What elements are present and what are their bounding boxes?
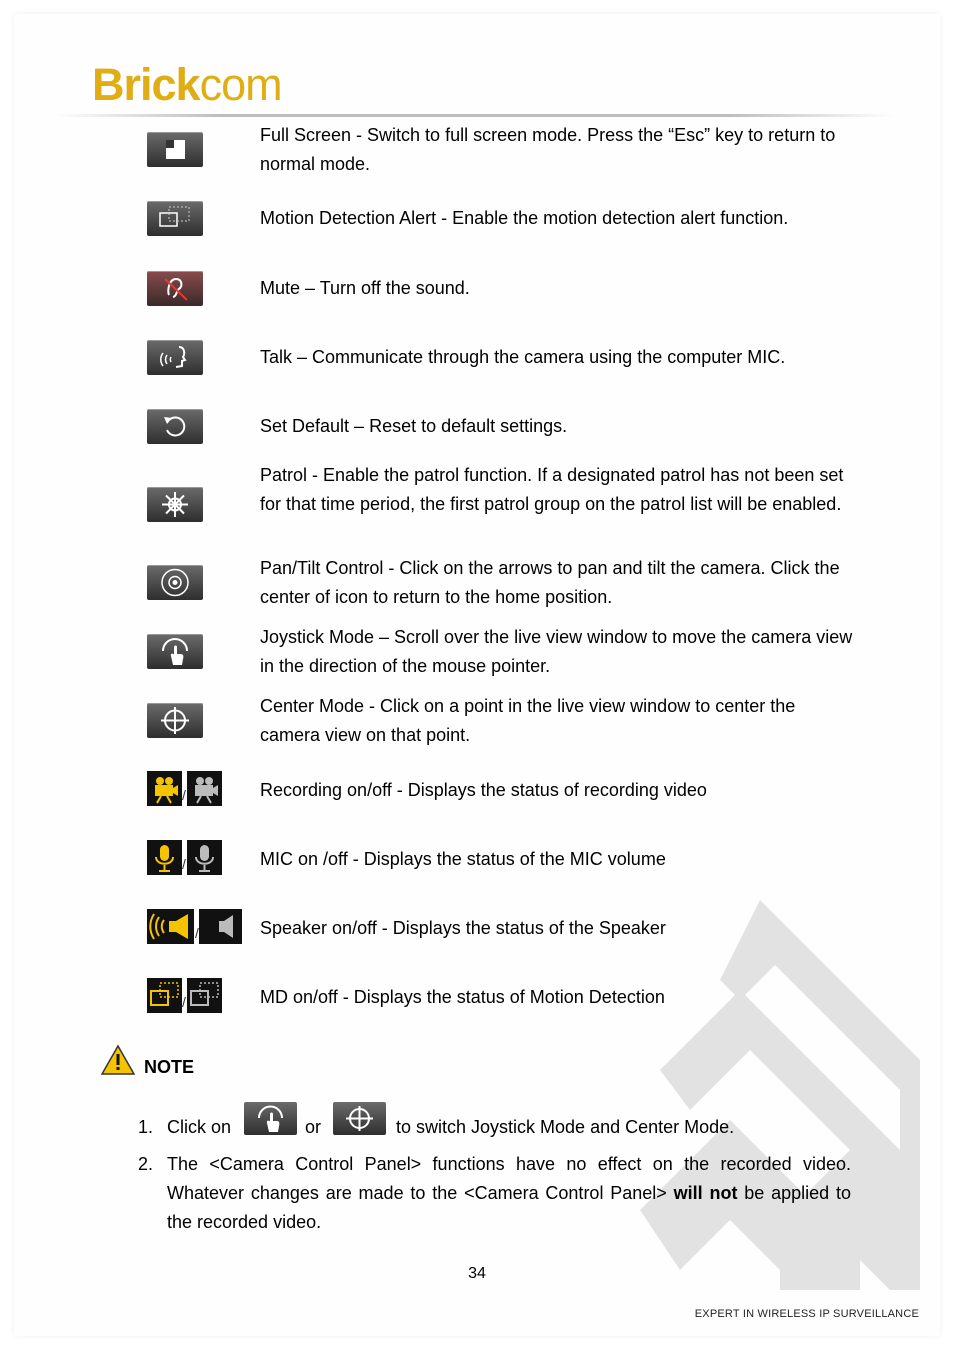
note-item-number: 1.: [138, 1117, 154, 1137]
md-status-description: MD on/off - Displays the status of Motion Detection: [260, 987, 665, 1007]
speaker-on-icon: [147, 909, 194, 944]
talk-description: Talk – Communicate through the camera using the computer MIC.: [260, 347, 786, 367]
patrol-icon: [147, 487, 203, 522]
pan-tilt-description: Pan/Tilt Control - Click on the arrows to pan and tilt the camera. Click the center of icon to return to the home position.: [260, 558, 840, 607]
separator: /: [182, 856, 186, 872]
note-emphasis: will not: [673, 1183, 738, 1203]
full-screen-description: Full Screen - Switch to full screen mode. Press the “Esc” key to return to normal mode.: [260, 125, 836, 174]
recording-off-icon: [187, 771, 222, 806]
patrol-description: Patrol - Enable the patrol function. If a designated patrol has not been set for that time period, the first patrol group on the patrol list will be enabled.: [260, 465, 844, 514]
motion-detection-alert-icon: [147, 201, 203, 236]
joystick-mode-icon: [244, 1102, 297, 1135]
note-item-number: 2.: [138, 1154, 154, 1174]
separator: /: [182, 994, 186, 1010]
md-on-icon: [147, 978, 182, 1013]
set-default-icon: [147, 409, 203, 444]
recording-status-description: Recording on/off - Displays the status of recording video: [260, 780, 707, 800]
brickcom-watermark: [600, 890, 930, 1300]
joystick-mode-description: Joystick Mode – Scroll over the live view window to move the camera view in the direction of the mouse pointer.: [260, 627, 853, 676]
note-title: NOTE: [144, 1057, 195, 1077]
joystick-mode-icon: [147, 634, 203, 669]
warning-icon: [101, 1044, 135, 1076]
brickcom-logo: Brickcom: [92, 59, 282, 110]
recording-on-icon: [147, 771, 182, 806]
mute-icon: [147, 271, 203, 306]
mic-off-icon: [187, 840, 222, 875]
full-screen-icon: [147, 132, 203, 167]
pan-tilt-icon: [147, 565, 203, 600]
separator: /: [182, 787, 186, 803]
set-default-description: Set Default – Reset to default settings.: [260, 416, 568, 436]
note-item-1-after: to switch Joystick Mode and Center Mode.: [396, 1117, 735, 1137]
note-item-1-or: or: [305, 1117, 322, 1137]
footer-tagline: EXPERT IN WIRELESS IP SURVEILLANCE: [694, 1308, 919, 1320]
center-mode-icon: [333, 1102, 386, 1135]
mute-description: Mute – Turn off the sound.: [260, 278, 470, 298]
talk-icon: [147, 340, 203, 375]
page-number: 34: [468, 1265, 486, 1282]
mic-on-icon: [147, 840, 182, 875]
speaker-status-description: Speaker on/off - Displays the status of the Speaker: [260, 918, 666, 938]
center-mode-icon: [147, 703, 203, 738]
note-item-1-before: Click on: [167, 1117, 232, 1137]
note-item-2: The <Camera Control Panel> functions have no effect on the recorded video. Whatever changes are made to the <Camera Control Panel> will not be applied to the recorded video.: [167, 1154, 851, 1232]
md-off-icon: [187, 978, 222, 1013]
motion-detection-alert-description: Motion Detection Alert - Enable the motion detection alert function.: [260, 208, 789, 228]
center-mode-description: Center Mode - Click on a point in the live view window to center the camera view on that point.: [260, 696, 796, 745]
header-divider: [54, 114, 894, 117]
speaker-off-icon: [199, 909, 242, 944]
separator: /: [195, 925, 199, 941]
mic-status-description: MIC on /off - Displays the status of the MIC volume: [260, 849, 666, 869]
